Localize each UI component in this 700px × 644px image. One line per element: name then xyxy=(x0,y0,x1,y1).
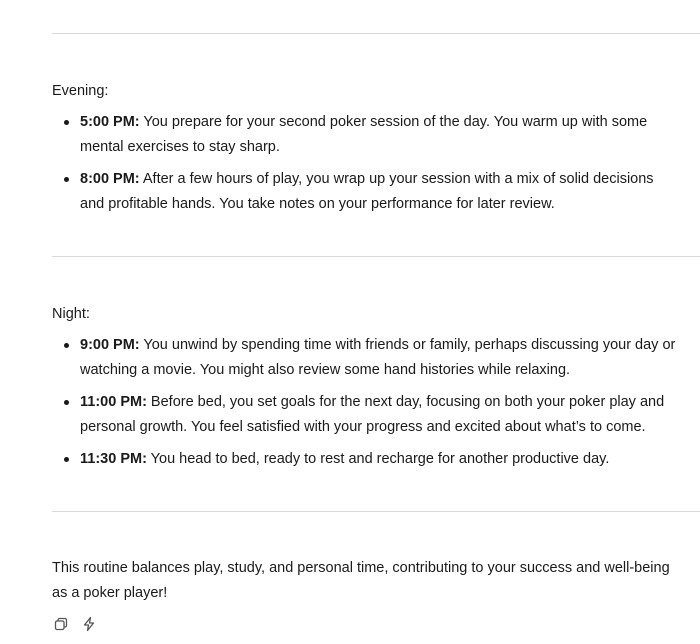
lightning-icon xyxy=(81,616,97,632)
closing-paragraph: This routine balances play, study, and personal time, contributing to your success and well-being as a poker player! xyxy=(52,560,670,601)
list-item xyxy=(52,167,680,216)
time-label: 8:00 PM: xyxy=(80,171,140,187)
item-text: You unwind by spending time with friends or family, perhaps discussing your day or watching a movie. You might also review some hand histories while relaxing. xyxy=(80,337,676,378)
list-item xyxy=(52,110,680,159)
time-label: 11:30 PM: xyxy=(80,451,147,467)
time-label: 5:00 PM: xyxy=(80,114,140,130)
item-text: You prepare for your second poker session of the day. You warm up with some mental exercises to stay sharp. xyxy=(80,114,648,155)
list-item xyxy=(52,390,680,439)
time-label: 11:00 PM: xyxy=(80,394,147,410)
divider-top xyxy=(52,33,700,34)
section-heading-evening: Evening: xyxy=(52,83,109,99)
section-heading-night: Night: xyxy=(52,306,90,322)
time-label: 9:00 PM: xyxy=(80,337,140,353)
item-text: After a few hours of play, you wrap up your session with a mix of solid decisions and profitable hands. You take notes on your performance for later review. xyxy=(80,171,654,212)
divider-bottom xyxy=(52,511,700,512)
item-text: Before bed, you set goals for the next day, focusing on both your poker play and personal growth. You feel satisfied with your progress and excited about what’s to come. xyxy=(80,394,665,435)
regenerate-button[interactable] xyxy=(80,615,98,633)
message-actions xyxy=(52,615,98,633)
copy-button[interactable] xyxy=(52,615,70,633)
evening-list xyxy=(52,110,680,224)
divider-middle xyxy=(52,256,700,257)
copy-icon xyxy=(53,616,69,632)
night-list xyxy=(52,333,680,480)
list-item xyxy=(52,333,680,382)
item-text: You head to bed, ready to rest and recharge for another productive day. xyxy=(146,451,610,467)
list-item xyxy=(52,447,680,472)
